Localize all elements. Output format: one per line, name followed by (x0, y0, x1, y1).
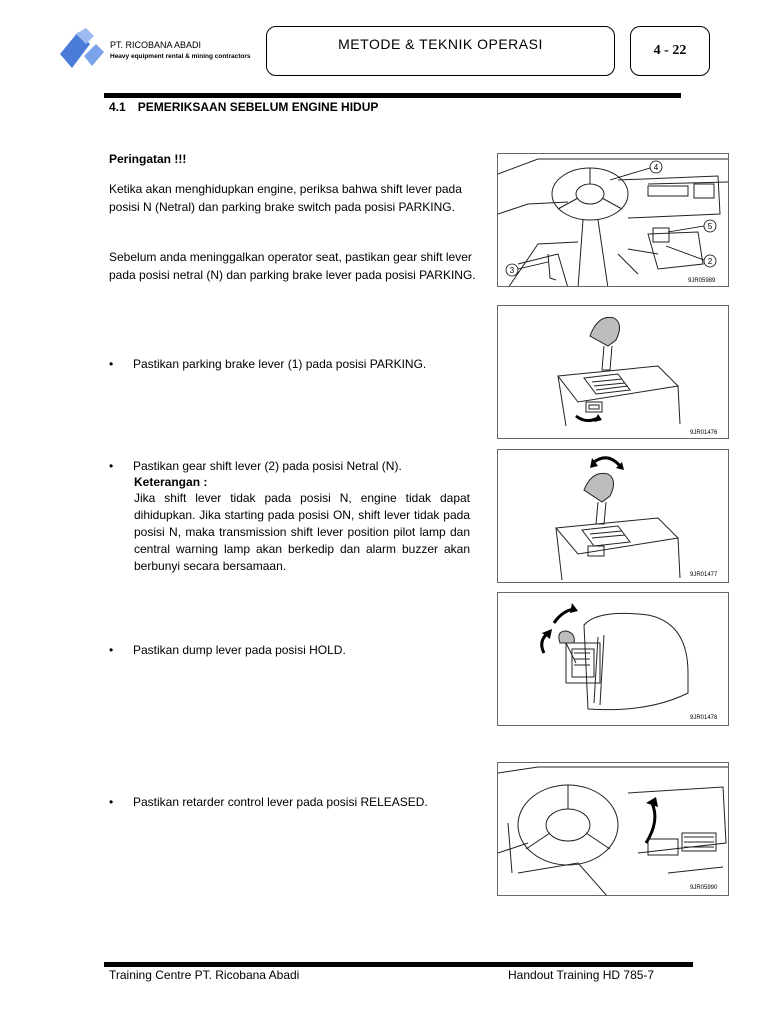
section-heading (109, 100, 390, 114)
figure-retarder (497, 762, 729, 896)
bullet-text: Pastikan gear shift lever (2) pada posisi Netral (N). (133, 459, 402, 473)
bullet-parking-brake (109, 356, 426, 372)
figure-code: 9JR01477 (690, 572, 718, 578)
bullet-dot: • (109, 459, 114, 473)
figure-code: 9JR05990 (690, 885, 718, 891)
warning-paragraph-1: Ketika akan menghidupkan engine, periksa bahwa shift lever pada posisi N (Netral) dan parking brake switch pada posisi PARKING. (109, 182, 462, 214)
header-divider (104, 93, 681, 98)
page-number: 4 - 22 (630, 26, 710, 76)
bullet-retarder (109, 794, 428, 810)
footer-right: Handout Training HD 785-7 (508, 968, 655, 982)
callout-4: 4 (653, 163, 659, 172)
note-text: Jika shift lever tidak pada posisi N, engine tidak dapat dihidupkan. Jika starting pada posisi ON, shift lever tidak pada posisi N, maka transmission shift lever position pilot lamp dan central warning lamp akan berkedip dan alarm buzzer akan berbunyi secara bersamaan. (134, 491, 470, 573)
figure-code: 9JR01478 (690, 715, 718, 721)
bullet-dot: • (109, 357, 114, 371)
company-logo (56, 26, 112, 76)
warning-paragraph-2: Sebelum anda meninggalkan operator seat, pastikan gear shift lever pada posisi netral (N) dan parking brake lever pada posisi PARKING. (109, 250, 476, 282)
bullet-dot: • (109, 643, 114, 657)
figure-parking-brake (497, 305, 729, 439)
warning-heading: Peringatan !!! (109, 152, 187, 166)
footer-left: Training Centre PT. Ricobana Abadi (109, 968, 300, 982)
callout-5: 5 (707, 222, 713, 231)
company-tagline: Heavy equipment rental & mining contractors (110, 53, 251, 60)
company-block (110, 40, 251, 62)
bullet-gear-shift (109, 458, 402, 474)
figure-gear-shift (497, 449, 729, 583)
bullet-text: Pastikan dump lever pada posisi HOLD. (133, 643, 346, 657)
bullet-text: Pastikan parking brake lever (1) pada posisi PARKING. (133, 357, 427, 371)
bullet-text: Pastikan retarder control lever pada posisi RELEASED. (133, 795, 428, 809)
bullet-dump-lever (109, 642, 346, 658)
note-heading: Keterangan : (134, 475, 208, 489)
document-title: METODE & TEKNIK OPERASI (266, 26, 615, 76)
figure-dump-lever (497, 592, 729, 726)
bullet-dot: • (109, 795, 114, 809)
section-number: 4.1 (109, 100, 126, 114)
figure-cab-overview (497, 153, 729, 287)
section-title: PEMERIKSAAN SEBELUM ENGINE HIDUP (137, 100, 379, 114)
company-name: PT. RICOBANA ABADI (110, 40, 202, 50)
figure-code: 9JR05989 (688, 278, 716, 284)
callout-3: 3 (509, 266, 515, 275)
callout-2: 2 (707, 257, 713, 266)
footer-divider (104, 962, 693, 967)
figure-code: 9JR01476 (690, 430, 718, 436)
